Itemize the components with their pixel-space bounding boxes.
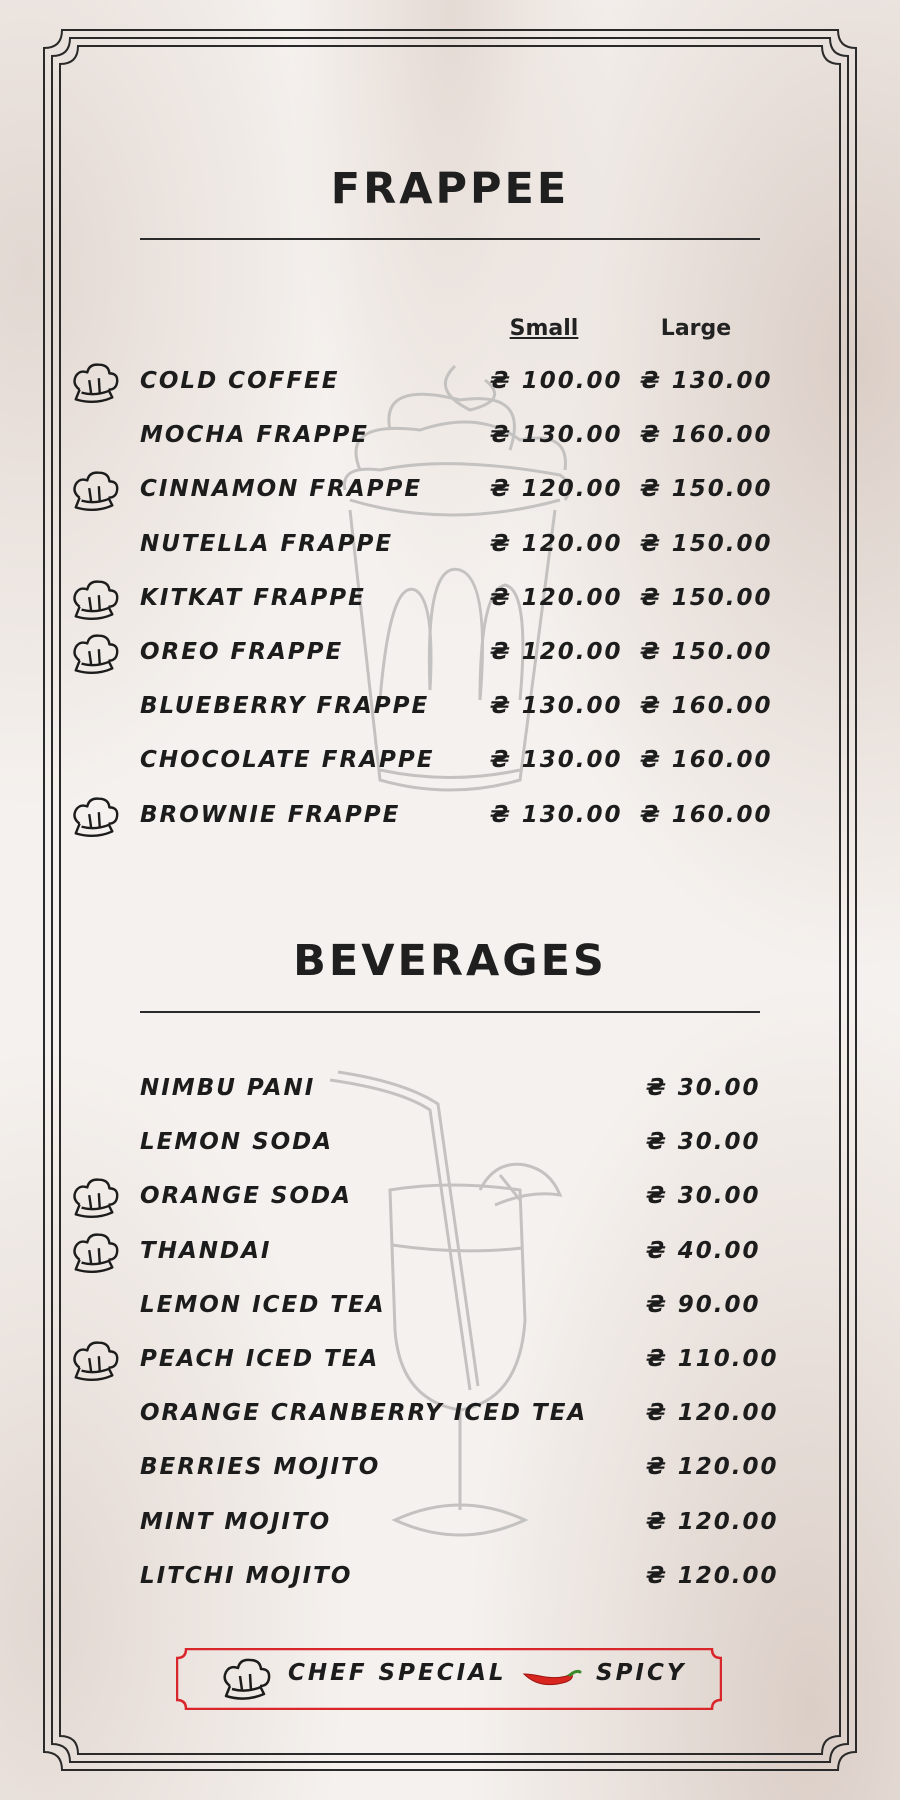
beverage-item-name: LEMON SODA	[140, 1129, 334, 1156]
beverage-item-name: NIMBU PANI	[140, 1075, 316, 1101]
chef-hat-icon	[70, 1175, 120, 1221]
frappee-item-name: NUTELLA FRAPPE	[140, 530, 394, 557]
beverage-item-name: ORANGE CRANBERRY ICED TEA	[140, 1400, 588, 1427]
column-header-large: Large	[660, 316, 732, 341]
frappee-price-large: ₴ 150.00	[640, 530, 773, 557]
frappee-menu-row	[0, 585, 900, 629]
beverage-item-name: LITCHI MOJITO	[140, 1562, 353, 1589]
beverage-price: ₴ 30.00	[646, 1183, 761, 1210]
frappee-item-name: KITKAT FRAPPE	[140, 584, 366, 611]
frappee-menu-row	[0, 747, 900, 791]
beverage-price: ₴ 30.00	[646, 1075, 761, 1101]
beverage-price: ₴ 120.00	[646, 1400, 779, 1427]
beverage-menu-row	[0, 1238, 900, 1282]
frappee-price-small: ₴ 130.00	[490, 801, 623, 828]
chef-hat-icon	[70, 1230, 120, 1276]
chef-hat-icon	[70, 468, 120, 514]
frappee-item-name: OREO FRAPPE	[140, 639, 344, 665]
chef-hat-icon	[70, 577, 120, 623]
beverage-item-name: BERRIES MOJITO	[140, 1454, 381, 1481]
frappee-price-large: ₴ 160.00	[640, 422, 773, 449]
beverage-item-name: PEACH ICED TEA	[140, 1346, 380, 1372]
beverage-price: ₴ 120.00	[646, 1508, 779, 1535]
beverage-menu-row	[0, 1129, 900, 1173]
beverages-section-title: BEVERAGES	[293, 936, 607, 986]
frappee-item-name: BLUEBERRY FRAPPE	[140, 693, 430, 720]
frappee-section-title: FRAPPEE	[330, 164, 570, 214]
frappee-price-large: ₴ 130.00	[640, 368, 773, 394]
beverage-menu-row	[0, 1292, 900, 1336]
frappee-price-large: ₴ 160.00	[640, 747, 773, 774]
beverage-menu-row	[0, 1346, 900, 1390]
frappee-price-small: ₴ 100.00	[490, 368, 623, 394]
frappee-price-small: ₴ 130.00	[490, 747, 623, 774]
legend-spicy-label: SPICY	[596, 1660, 687, 1686]
beverage-price: ₴ 40.00	[646, 1237, 761, 1264]
beverage-menu-row	[0, 1454, 900, 1498]
beverage-item-name: ORANGE SODA	[140, 1183, 352, 1210]
frappee-price-small: ₴ 120.00	[490, 639, 623, 665]
chef-hat-icon	[70, 631, 120, 677]
frappee-price-small: ₴ 120.00	[490, 584, 623, 611]
beverage-menu-row	[0, 1075, 900, 1119]
beverage-price: ₴ 120.00	[646, 1454, 779, 1481]
beverages-title-divider	[140, 1011, 760, 1013]
frappee-item-name: CINNAMON FRAPPE	[140, 476, 423, 503]
beverage-item-name: THANDAI	[140, 1237, 272, 1264]
beverage-menu-row	[0, 1400, 900, 1444]
beverage-menu-row	[0, 1509, 900, 1553]
frappee-item-name: CHOCOLATE FRAPPE	[140, 747, 435, 774]
frappee-price-large: ₴ 150.00	[640, 476, 773, 503]
frappee-menu-row	[0, 802, 900, 846]
frappee-price-large: ₴ 150.00	[640, 584, 773, 611]
beverage-item-name: MINT MOJITO	[140, 1508, 332, 1535]
beverage-menu-row	[0, 1563, 900, 1607]
frappee-price-large: ₴ 160.00	[640, 801, 773, 828]
column-header-small: Small	[509, 316, 579, 341]
chef-hat-icon	[70, 794, 120, 840]
chef-hat-icon	[70, 360, 120, 406]
frappee-menu-row	[0, 368, 900, 412]
legend-chef-special-label: CHEF SPECIAL	[288, 1660, 507, 1686]
beverage-price: ₴ 110.00	[646, 1346, 779, 1372]
frappee-title-divider	[140, 238, 760, 240]
frappee-menu-row	[0, 639, 900, 683]
beverage-menu-row	[0, 1183, 900, 1227]
frappee-price-small: ₴ 120.00	[490, 530, 623, 557]
frappee-price-large: ₴ 150.00	[640, 639, 773, 665]
beverage-price: ₴ 90.00	[646, 1291, 761, 1318]
chef-hat-icon	[70, 1338, 120, 1384]
frappee-price-small: ₴ 130.00	[490, 422, 623, 449]
frappee-price-small: ₴ 130.00	[490, 693, 623, 720]
chili-pepper-icon	[520, 1666, 582, 1694]
beverage-price: ₴ 120.00	[646, 1562, 779, 1589]
beverage-price: ₴ 30.00	[646, 1129, 761, 1156]
frappee-menu-row	[0, 531, 900, 575]
frappee-price-small: ₴ 120.00	[490, 476, 623, 503]
frappee-item-name: BROWNIE FRAPPE	[140, 801, 401, 828]
frappee-menu-row	[0, 422, 900, 466]
frappee-price-large: ₴ 160.00	[640, 693, 773, 720]
chef-hat-icon	[220, 1656, 272, 1702]
frappee-menu-row	[0, 693, 900, 737]
beverage-item-name: LEMON ICED TEA	[140, 1291, 386, 1318]
frappee-menu-row	[0, 476, 900, 520]
frappee-item-name: MOCHA FRAPPE	[140, 422, 370, 449]
frappee-item-name: COLD COFFEE	[140, 368, 340, 394]
